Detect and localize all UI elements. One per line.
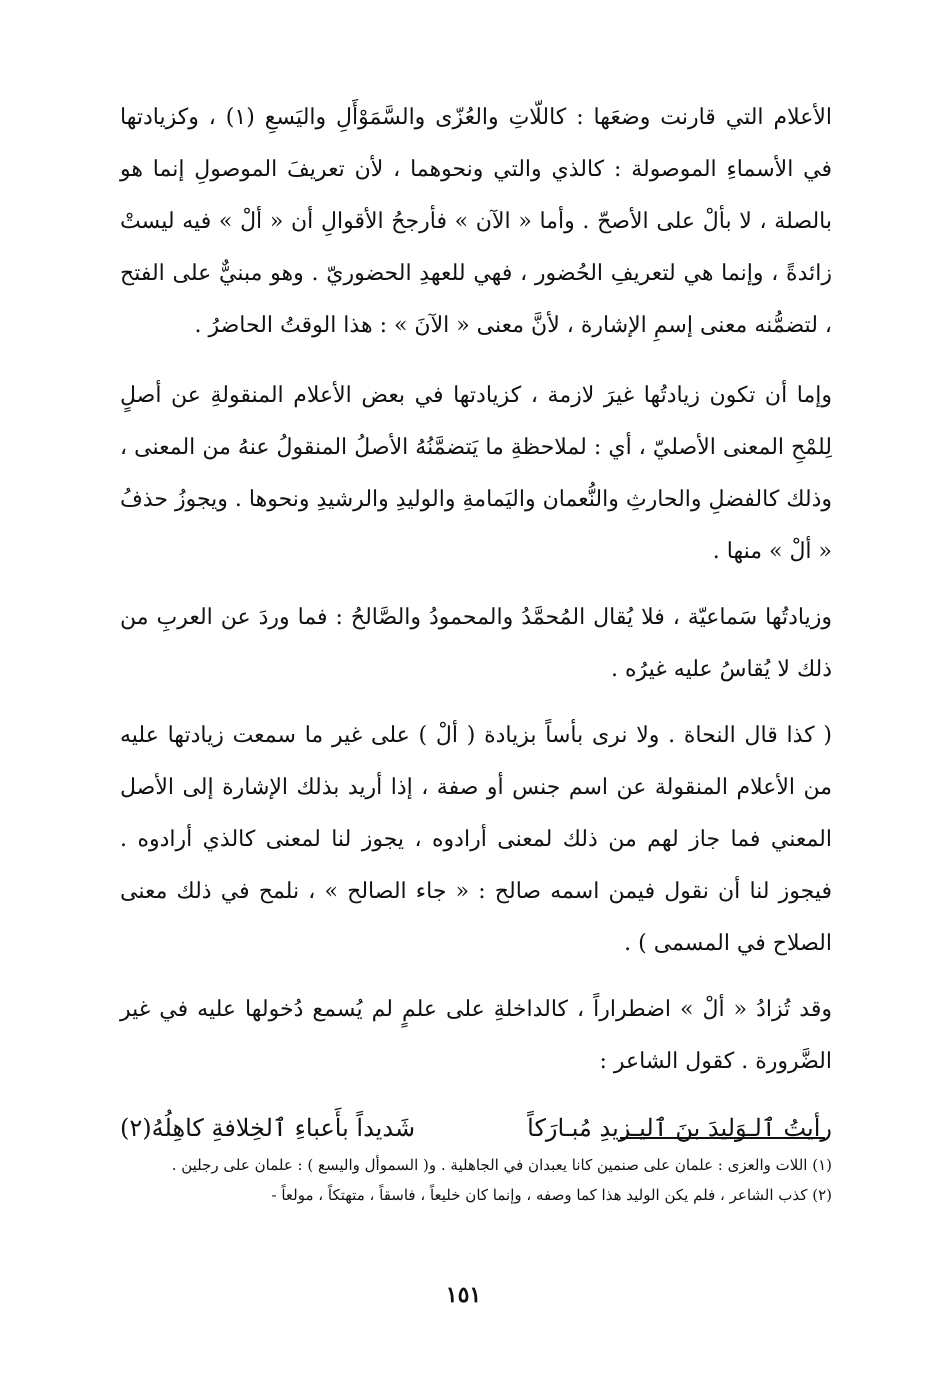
paragraph-3: وزيادتُها سَماعيّة ، فلا يُقال المُحمَّدُ والمحمودُ والصَّالحُ : فما وردَ عن العربِ من ذلك لا يُقاسُ عليه غيرُه . — [120, 605, 832, 682]
page-number: ١٥١ — [445, 1282, 482, 1308]
paragraph-2: وإما أن تكون زيادتُها غيرَ لازمة ، كزيادتها في بعض الأعلام المنقولةِ عن أصلٍ لِلمْحِ المعنى الأصليّ ، أي : لملاحظةِ ما يَتضمَّنُهُ الأصلُ المنقولُ عنهُ من المعنى ، وذلك كالفضلِ والحارثِ والنُّعمان واليَمامةِ والوليدِ والرشيدِ ونحوها . ويجوزُ حذفُ « ألْ » منها . — [120, 383, 832, 564]
paragraph-4: ( كذا قال النحاة . ولا نرى بأساً بزيادة ( ألْ ) على غير ما سمعت زيادتها عليه من الأعلام المنقولة عن اسم جنس أو صفة ، إذا أريد بذلك الإشارة إلى الأصل المعني فما جاز لهم من ذلك لمعنى أرادوه ، يجوز لنا لمعنى كالذي أرادوه . فيجوز لنا أن نقول فيمن اسمه صالح : « جاء الصالح » ، نلمح في ذلك معنى الصلاح في المسمى ) . — [120, 723, 832, 956]
page-body — [120, 92, 832, 1154]
verse-second-hemistich: شَديداً بأَعباءِ ٱلخِلافةِ كاهِلُهُ(٢) — [120, 1114, 416, 1142]
footnote-1: (١) اللات والعزى : علمان على صنمين كانا يعبدان في الجاهلية . و( السموأل واليسع ) : علمان على رجلين . — [171, 1156, 832, 1174]
poetry-verse — [120, 1102, 832, 1154]
paragraph-5: وقد تُزادُ « ألْ » اضطراراً ، كالداخلةِ على علمٍ لم يُسمع دُخولها عليه في غير الضَّرورة . كقول الشاعر : — [120, 997, 832, 1074]
paragraph-1: الأعلام التي قارنت وضعَها : كاللّاتِ والعُزّى والسَّمَوْأَلِ واليَسعِ (١) ، وكزيادتها في الأسماءِ الموصولة : كالذي والتي ونحوهما ، لأن تعريفَ الموصولِ إنما هو بالصلة ، لا بألْ على الأصحّ . وأما « الآن » فأرجحُ الأقوالِ أن « ألْ » فيه ليستْ زائدةً ، وإنما هي لتعريفِ الحُضور ، فهي للعهدِ الحضوريّ . وهو مبنيٌّ على الفتح ، لتضمُّنه معنى إسمِ الإشارة ، لأنَّ معنى « الآنَ » : هذا الوقتُ الحاضرُ . — [120, 105, 832, 338]
footnotes — [120, 1150, 832, 1210]
verse-first-hemistich: رأيتُ ٱلـوَليدَ بنَ ٱليـزيدِ مُبـارَكاً — [527, 1114, 832, 1142]
footnote-divider — [620, 1137, 825, 1139]
footnote-2: (٢) كذب الشاعر ، فلم يكن الوليد هذا كما وصفه ، وإنما كان خليعاً ، فاسقاً ، متهتكاً ، مولعاً - — [271, 1186, 832, 1204]
